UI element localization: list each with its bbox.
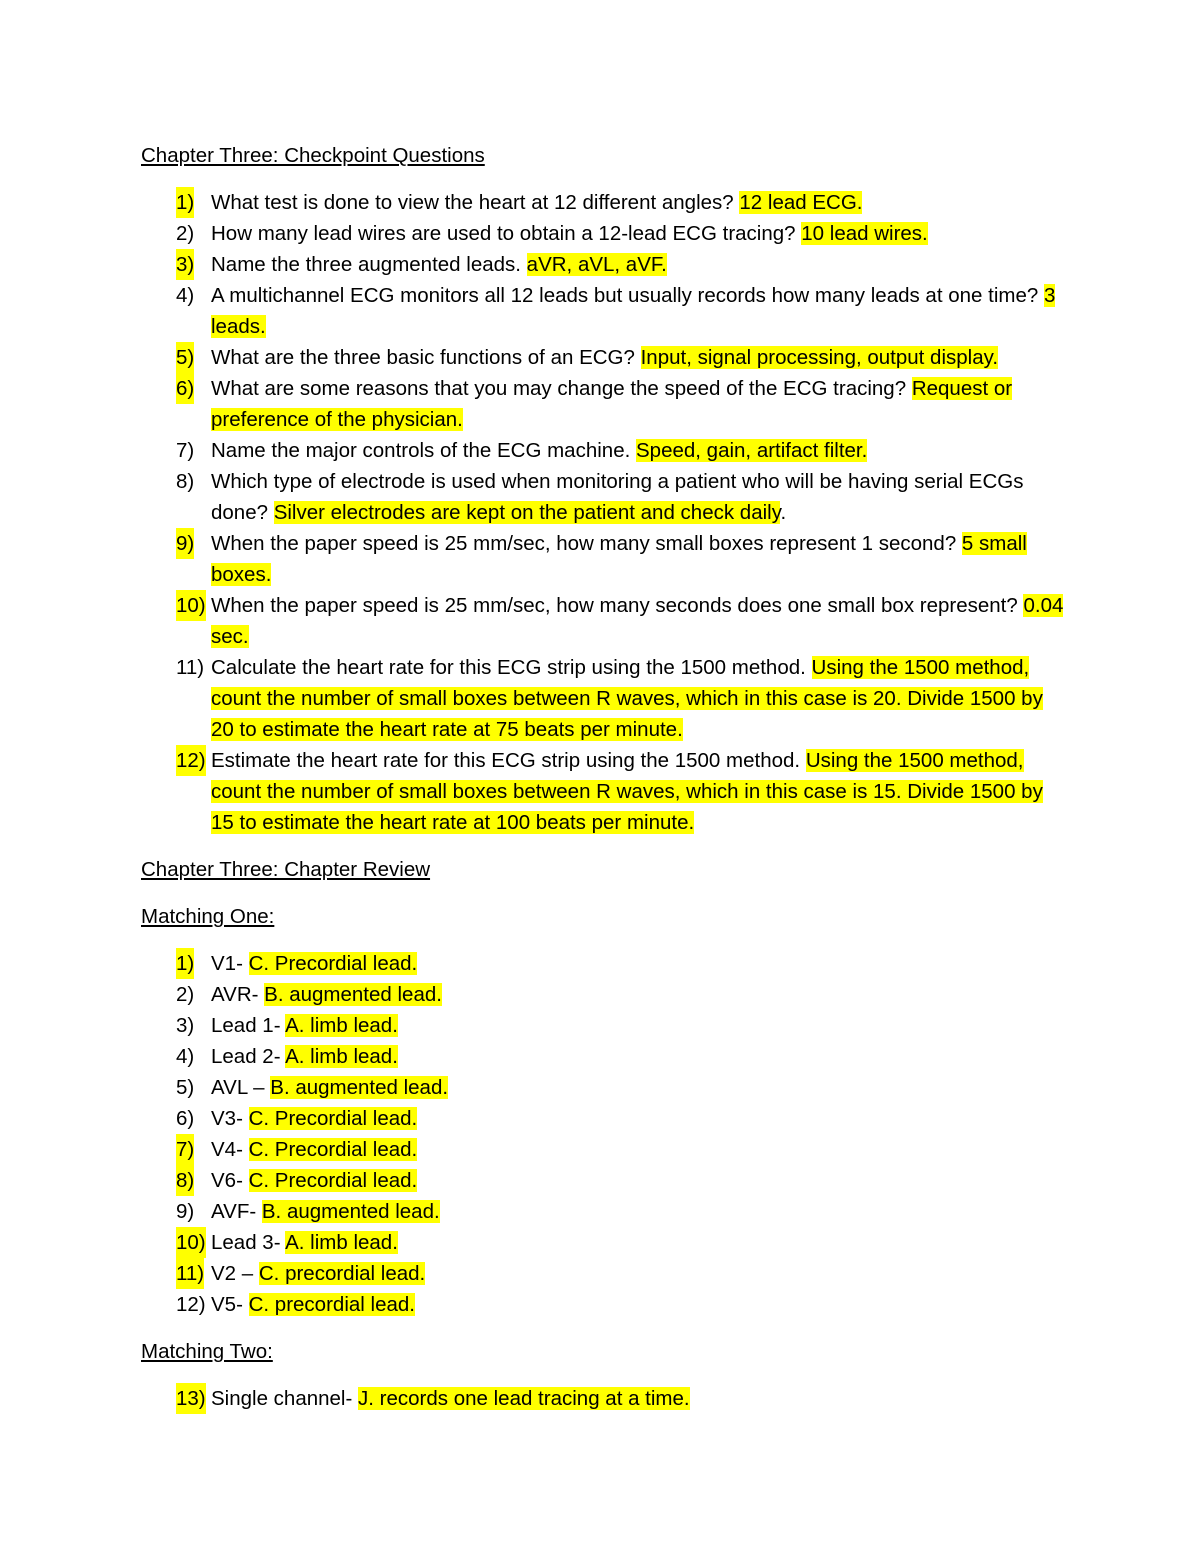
item-number: 2) (176, 222, 195, 245)
question-text: V2 – (211, 1262, 259, 1285)
answer-highlight: 10 lead wires. (801, 222, 928, 245)
question-text: Estimate the heart rate for this ECG strip using the 1500 method. (211, 749, 806, 772)
answer-highlight: C. precordial lead. (258, 1262, 426, 1285)
question-text: What are some reasons that you may change the speed of the ECG tracing? (211, 377, 912, 400)
item-number: 9) (176, 528, 194, 559)
answer-highlight: A. limb lead. (285, 1045, 398, 1068)
list-item (141, 435, 1071, 466)
item-number: 11) (176, 1258, 204, 1289)
item-number: 11) (176, 656, 205, 679)
answer-highlight: A. limb lead. (285, 1014, 398, 1037)
item-number: 12) (176, 1293, 206, 1316)
list-item (141, 1072, 1071, 1103)
item-number: 1) (176, 187, 194, 218)
question-text: V5- (211, 1293, 249, 1316)
answer-highlight: Using the 1500 method, count the number of small boxes between R waves, which in this case is 15. Divide 1500 by 15 to estimate the heart rate at 100 beats per minute. (211, 749, 1043, 834)
question-text: AVR- (211, 983, 265, 1006)
list-item (141, 590, 1071, 652)
question-text: Lead 3- (211, 1231, 286, 1254)
question-text: What are the three basic functions of an ECG? (211, 346, 641, 369)
item-number: 13) (176, 1383, 206, 1414)
section-heading: Chapter Three: Checkpoint Questions (141, 144, 485, 167)
list-item (141, 1196, 1071, 1227)
list-item (141, 1258, 1071, 1289)
section-heading: Matching One: (141, 905, 275, 928)
item-number: 8) (176, 470, 195, 493)
list-item (141, 1227, 1071, 1258)
answer-highlight: Using the 1500 method, count the number of small boxes between R waves, which in this case is 20. Divide 1500 by 20 to estimate the heart rate at 75 beats per minute. (211, 656, 1043, 741)
answer-highlight: C. Precordial lead. (248, 1169, 418, 1192)
section-spacer (141, 885, 1071, 901)
answer-highlight: 3 leads. (211, 284, 1056, 338)
answer-highlight: B. augmented lead. (264, 983, 442, 1006)
item-number: 6) (176, 373, 194, 404)
item-number: 9) (176, 1200, 195, 1223)
question-text: Calculate the heart rate for this ECG strip using the 1500 method. (211, 656, 812, 679)
list-item (141, 187, 1071, 218)
answer-highlight: Silver electrodes are kept on the patient and check daily (273, 501, 781, 524)
item-number: 6) (176, 1107, 195, 1130)
question-text: V3- (211, 1107, 249, 1130)
list-item (141, 342, 1071, 373)
list-item (141, 948, 1071, 979)
list-item (141, 979, 1071, 1010)
item-number: 1) (176, 948, 194, 979)
answer-highlight: C. Precordial lead. (248, 952, 418, 975)
item-number: 5) (176, 1076, 195, 1099)
answer-highlight: 12 lead ECG. (739, 191, 863, 214)
question-text: When the paper speed is 25 mm/sec, how many small boxes represent 1 second? (211, 532, 962, 555)
answer-highlight: C. precordial lead. (248, 1293, 415, 1316)
question-text: Lead 1- (211, 1014, 286, 1037)
list-item (141, 218, 1071, 249)
question-text: V1- (211, 952, 249, 975)
question-text: Which type of electrode is used when monitoring a patient who will be having serial ECGs done? (211, 470, 1024, 524)
question-text: A multichannel ECG monitors all 12 leads but usually records how many leads at one time? (211, 284, 1044, 307)
answer-highlight: B. augmented lead. (261, 1200, 440, 1223)
list-item (141, 652, 1071, 745)
answer-highlight: J. records one lead tracing at a time. (358, 1387, 690, 1410)
item-number: 7) (176, 439, 195, 462)
item-number: 12) (176, 745, 206, 776)
question-text: When the paper speed is 25 mm/sec, how many seconds does one small box represent? (211, 594, 1024, 617)
question-list (141, 948, 1071, 1320)
answer-highlight: Speed, gain, artifact filter. (636, 439, 868, 462)
list-item (141, 528, 1071, 590)
answer-highlight: aVR, aVL, aVF. (526, 253, 667, 276)
question-text: Single channel- (211, 1387, 359, 1410)
question-text: How many lead wires are used to obtain a 12-lead ECG tracing? (211, 222, 802, 245)
answer-highlight: C. Precordial lead. (248, 1138, 418, 1161)
question-text: Name the major controls of the ECG machine. (211, 439, 636, 462)
item-number: 4) (176, 284, 195, 307)
answer-highlight: 5 small boxes. (211, 532, 1027, 586)
section-heading: Matching Two: (141, 1340, 273, 1363)
list-item (141, 1041, 1071, 1072)
list-item (141, 1383, 1071, 1414)
section-heading: Chapter Three: Chapter Review (141, 858, 431, 881)
question-text: AVL – (211, 1076, 271, 1099)
item-number: 8) (176, 1165, 194, 1196)
item-number: 3) (176, 249, 194, 280)
answer-highlight: A. limb lead. (285, 1231, 398, 1254)
item-number: 5) (176, 342, 194, 373)
item-number: 10) (176, 1227, 206, 1258)
item-number: 10) (176, 590, 206, 621)
question-text: Lead 2- (211, 1045, 286, 1068)
answer-highlight: Input, signal processing, output display. (640, 346, 999, 369)
question-text: What test is done to view the heart at 12 different angles? (211, 191, 740, 214)
list-item (141, 745, 1071, 838)
question-text: V4- (211, 1138, 249, 1161)
answer-highlight: C. Precordial lead. (248, 1107, 418, 1130)
document-content (141, 140, 1071, 1430)
list-item (141, 280, 1071, 342)
list-item (141, 1289, 1071, 1320)
question-text: Name the three augmented leads. (211, 253, 527, 276)
list-item (141, 1165, 1071, 1196)
question-text: V6- (211, 1169, 249, 1192)
list-item (141, 1010, 1071, 1041)
item-number: 7) (176, 1134, 194, 1165)
list-item (141, 373, 1071, 435)
list-item (141, 1103, 1071, 1134)
question-text: AVF- (211, 1200, 262, 1223)
answer-highlight: B. augmented lead. (270, 1076, 449, 1099)
item-number: 4) (176, 1045, 195, 1068)
item-number: 2) (176, 983, 195, 1006)
list-item (141, 1134, 1071, 1165)
question-list (141, 187, 1071, 838)
trailing-punctuation: . (780, 501, 787, 524)
answer-highlight: 0.04 sec. (211, 594, 1064, 648)
list-item (141, 249, 1071, 280)
list-item (141, 466, 1071, 528)
question-list (141, 1383, 1071, 1414)
item-number: 3) (176, 1014, 195, 1037)
answer-highlight: Request or preference of the physician. (211, 377, 1013, 431)
